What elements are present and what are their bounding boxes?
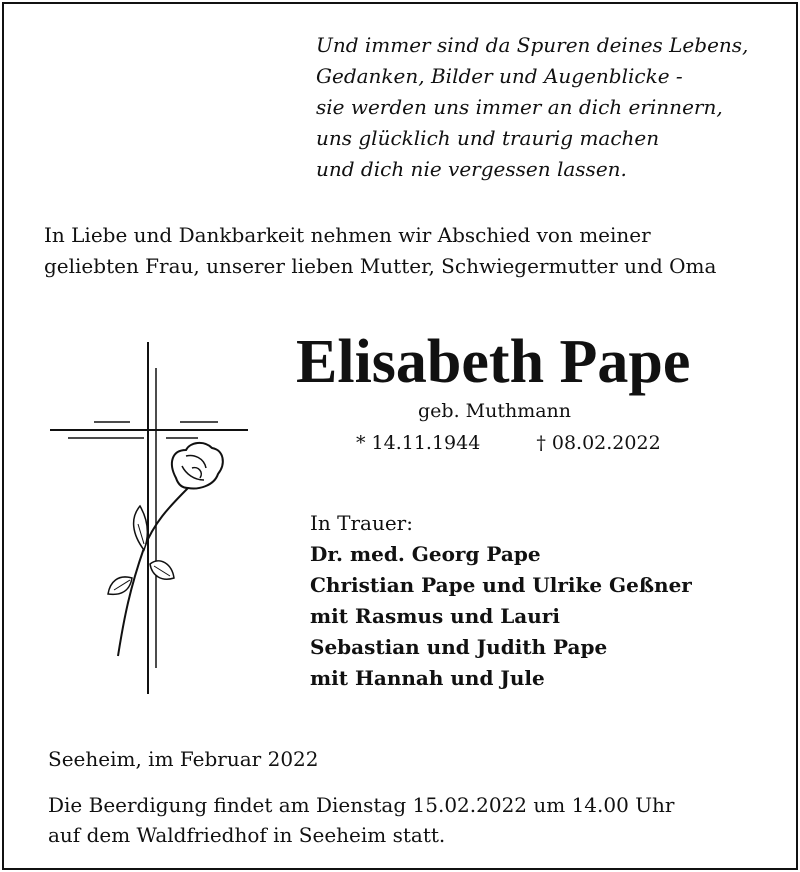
mourner-name: Sebastian und Judith Pape xyxy=(310,635,608,659)
cross-with-rose-icon xyxy=(48,338,252,698)
funeral-info xyxy=(48,790,788,850)
funeral-line: Die Beerdigung findet am Dienstag 15.02.2022 um 14.00 Uhr xyxy=(48,793,675,817)
mourner-name: mit Rasmus und Lauri xyxy=(310,604,560,628)
intro-line: In Liebe und Dankbarkeit nehmen wir Abschied von meiner xyxy=(44,223,651,247)
poem-line: uns glücklich und traurig machen xyxy=(316,126,660,150)
mourner-name: mit Hannah und Jule xyxy=(310,666,545,690)
intro-line: geliebten Frau, unserer lieben Mutter, Schwiegermutter und Oma xyxy=(44,254,717,278)
funeral-line: auf dem Waldfriedhof in Seeheim statt. xyxy=(48,823,446,847)
mourner-name: Christian Pape und Ulrike Geßner xyxy=(310,573,692,597)
poem-line: Und immer sind da Spuren deines Lebens, xyxy=(316,33,749,57)
place-date: Seeheim, im Februar 2022 xyxy=(48,747,319,771)
mourners-heading: In Trauer: xyxy=(310,511,413,535)
maiden-name: geb. Muthmann xyxy=(418,400,572,422)
poem-line: sie werden uns immer an dich erinnern, xyxy=(316,95,723,119)
deceased-name: Elisabeth Pape xyxy=(296,328,691,396)
mourners-list xyxy=(310,508,780,694)
intro-text xyxy=(44,220,784,282)
poem-line: und dich nie vergessen lassen. xyxy=(316,157,627,181)
birth-date: * 14.11.1944 xyxy=(356,432,481,454)
life-dates xyxy=(356,430,661,456)
poem xyxy=(316,30,786,185)
death-date: † 08.02.2022 xyxy=(536,432,661,454)
mourner-name: Dr. med. Georg Pape xyxy=(310,542,541,566)
obituary-notice xyxy=(2,2,798,870)
poem-line: Gedanken, Bilder und Augenblicke - xyxy=(316,64,683,88)
